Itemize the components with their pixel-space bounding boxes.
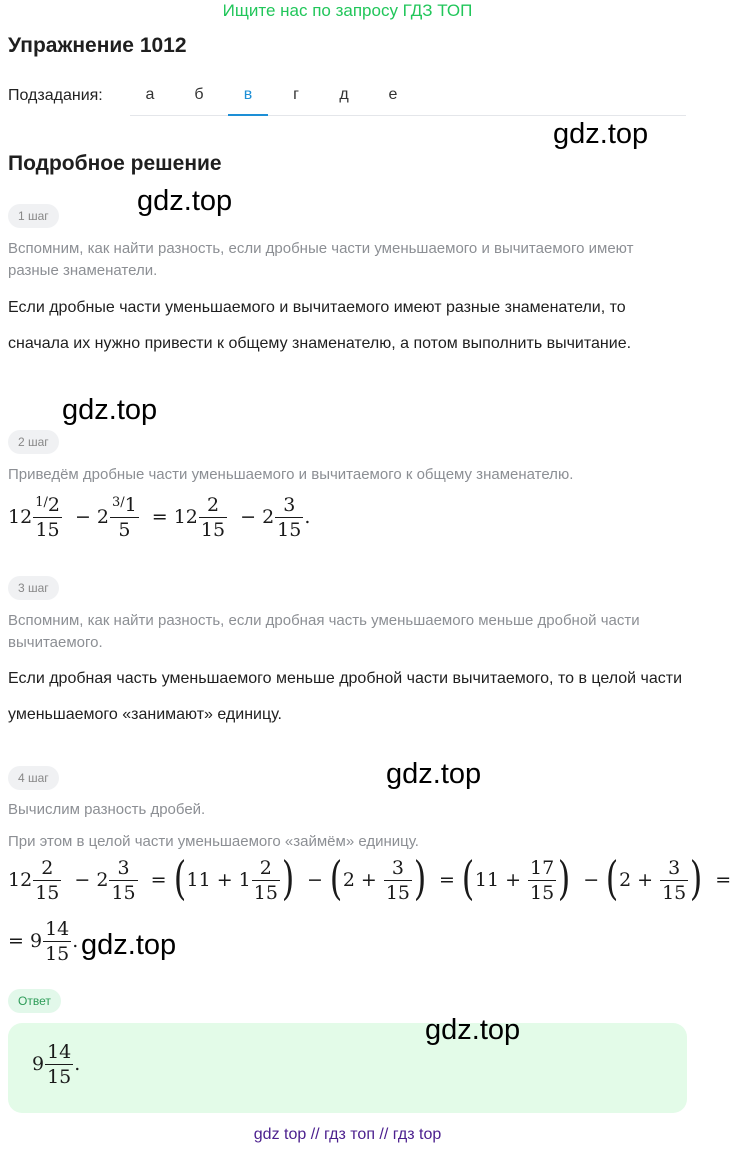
watermark: gdz.top [62,394,158,426]
math-op: + [360,869,377,891]
math-paren: ) [689,851,703,905]
math-num: 15 [530,882,555,904]
footer-links[interactable]: gdz top // гдз топ // гдз top [253,1126,442,1143]
math-num: 3 [660,859,688,881]
watermark: gdz.top [425,1014,521,1046]
math-num: 15 [385,882,411,904]
math-num: 5 [118,519,131,541]
formula-step4-result [8,920,78,964]
fraction [275,496,303,540]
math-op: = [150,869,167,891]
math-num: 1 [238,869,251,891]
tab-v[interactable]: в [228,86,268,116]
math-op: + [637,869,654,891]
promo-banner[interactable]: Ищите нас по запросу ГДЗ ТОП [222,1,473,20]
step-hint: Вычислим разность дробей. [8,801,206,818]
fraction [384,859,412,903]
math-num: 9 [29,930,43,952]
math-paren: ( [173,851,186,905]
math-paren: ( [605,851,619,905]
step-badge: 4 шаг [8,766,59,790]
step-hint: Вспомним, как найти разность, если дробные части уменьшаемого и вычитаемого имеют разные знаменатели. [8,240,634,279]
tab-g[interactable]: г [293,86,299,103]
math-num: 12 [8,506,33,528]
step-hint: Вспомним, как найти разность, если дробная часть уменьшаемого меньше дробной части вычитаемого. [8,612,640,651]
step-hint: При этом в целой части уменьшаемого «займём» единицу. [8,833,419,850]
math-num: 1/ [35,495,48,510]
step-text: Если дробная часть уменьшаемого меньше дробной части вычитаемого, то в целой части уменьшаемого «занимают» единицу. [8,670,683,723]
math-num: 2 [619,869,632,891]
math-num: 17 [530,857,555,879]
answer-badge: Ответ [8,989,61,1013]
math-num: 3 [109,859,137,881]
math-num: 3 [384,859,412,881]
math-paren: ) [281,851,295,905]
math-num: 2 [342,869,355,891]
math-op: = [8,930,24,952]
tab-a[interactable]: а [145,86,155,103]
math-op: = [151,506,168,528]
fraction [33,859,61,903]
math-op: . [74,1053,81,1075]
page-title: Упражнение 1012 [8,34,187,57]
math-num: 14 [47,1041,72,1063]
math-op: = [715,869,732,891]
math-num: 12 [8,869,33,891]
fraction [199,496,227,540]
step-badge: 3 шаг [8,576,59,600]
math-op: − [74,506,91,528]
math-op: − [306,869,323,891]
section-title: Подробное решение [8,152,222,175]
math-num: 1 [124,494,137,516]
math-paren: ( [329,851,343,905]
math-num: 2 [199,496,227,518]
step-text: Если дробные части уменьшаемого и вычитаемого имеют разные знаменатели, то сначала их нужно привести к общему знаменателю, а потом выполнить вычитание. [8,299,632,352]
answer-value [32,1043,80,1087]
math-paren: ( [461,851,475,905]
math-num: 15 [35,519,60,541]
math-num: 15 [662,882,687,904]
math-num: 2 [47,494,60,516]
math-num: 2 [252,859,280,881]
math-num: 11 [186,869,211,891]
fraction [45,1043,73,1087]
math-num: 12 [173,506,198,528]
fraction [109,859,137,903]
math-num: 2 [96,506,109,528]
math-num: 15 [111,882,136,904]
math-op: − [240,506,257,528]
math-num: 15 [277,519,302,541]
math-num: 11 [474,869,500,891]
math-num: 15 [35,882,60,904]
math-num: 2 [33,859,61,881]
formula-step2 [8,496,310,540]
math-op: + [216,869,233,891]
tab-b[interactable]: б [194,86,204,103]
math-num: 15 [47,1066,72,1088]
math-op: = [439,869,455,891]
fraction [110,496,139,540]
tab-e[interactable]: е [388,86,398,103]
watermark: gdz.top [81,929,177,961]
subtasks-label: Подзадания: [8,87,103,104]
math-paren: ) [413,851,427,905]
watermark: gdz.top [553,118,649,150]
math-op: + [505,869,521,891]
fraction [33,496,62,540]
math-num: 14 [45,918,70,940]
fraction [252,859,280,903]
fraction [528,859,556,903]
fraction [660,859,688,903]
math-op: . [72,930,79,952]
math-num: 2 [96,869,109,891]
tab-d[interactable]: д [339,86,349,103]
step-badge: 1 шаг [8,204,59,228]
math-op: . [304,506,311,528]
watermark: gdz.top [386,758,482,790]
math-num: 3 [275,496,303,518]
math-num: 2 [262,506,275,528]
math-op: − [583,869,600,891]
math-num: 9 [32,1053,45,1075]
step-badge: 2 шаг [8,430,59,454]
math-op: − [74,869,91,891]
math-num: 15 [200,519,226,541]
step-hint: Приведём дробные части уменьшаемого и вычитаемого к общему знаменателю. [8,466,574,483]
math-num: 3/ [112,495,125,510]
answer-box [8,1023,687,1113]
math-num: 15 [45,943,70,965]
math-paren: ) [557,851,571,905]
watermark: gdz.top [137,185,233,217]
formula-step4 [8,851,737,905]
math-num: 15 [253,882,278,904]
fraction [43,920,71,964]
